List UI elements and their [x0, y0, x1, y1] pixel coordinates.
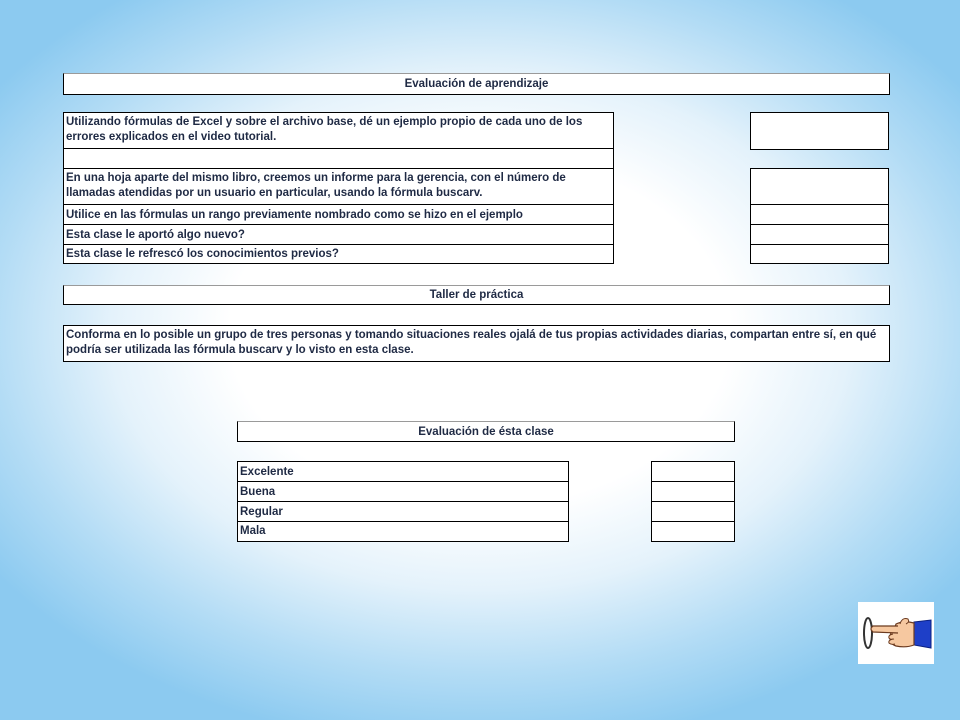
answer-box-1[interactable] [750, 112, 889, 150]
pointing-hand-icon[interactable] [858, 602, 934, 664]
rating-option-regular: Regular [238, 502, 568, 522]
answer-box-3[interactable] [750, 204, 889, 224]
question-5: Esta clase le refrescó los conocimientos previos? [66, 248, 339, 260]
answer-box-4[interactable] [750, 224, 889, 244]
workshop-instructions [63, 325, 890, 362]
rating-box-excelente[interactable] [651, 461, 735, 481]
rating-options-table [237, 461, 569, 542]
rating-box-mala[interactable] [651, 521, 735, 542]
rating-box-buena[interactable] [651, 481, 735, 501]
answer-box-5[interactable] [750, 244, 889, 264]
rating-option-excelente: Excelente [238, 462, 568, 482]
evaluation-title: Evaluación de aprendizaje [63, 73, 890, 95]
question-2: En una hoja aparte del mismo libro, creemos un informe para la gerencia, con el número de llamadas atendidas por un usuario en particular, usando la fórmula buscarv. [64, 169, 613, 205]
question-spacer [64, 149, 613, 169]
question-1: Utilizando fórmulas de Excel y sobre el archivo base, dé un ejemplo propio de cada uno de los errores explicados en el video tutorial. [64, 113, 613, 149]
rating-option-buena: Buena [238, 482, 568, 502]
evaluation-questions-table [63, 112, 614, 264]
answer-box-2[interactable] [750, 168, 889, 204]
rating-box-regular[interactable] [651, 501, 735, 521]
question-3: Utilice en las fórmulas un rango previamente nombrado como se hizo en el ejemplo [64, 205, 613, 225]
question-4: Esta clase le aportó algo nuevo? [64, 225, 613, 245]
rating-option-mala: Mala [240, 525, 266, 537]
class-evaluation-title: Evaluación de ésta clase [237, 421, 735, 442]
workshop-text: Conforma en lo posible un grupo de tres personas y tomando situaciones reales ojalá de tus propias actividades diarias, compartan entre sí, en qué podría ser utilizada las fórmula buscarv y lo visto en esta clase. [66, 329, 877, 356]
workshop-title: Taller de práctica [63, 285, 890, 305]
